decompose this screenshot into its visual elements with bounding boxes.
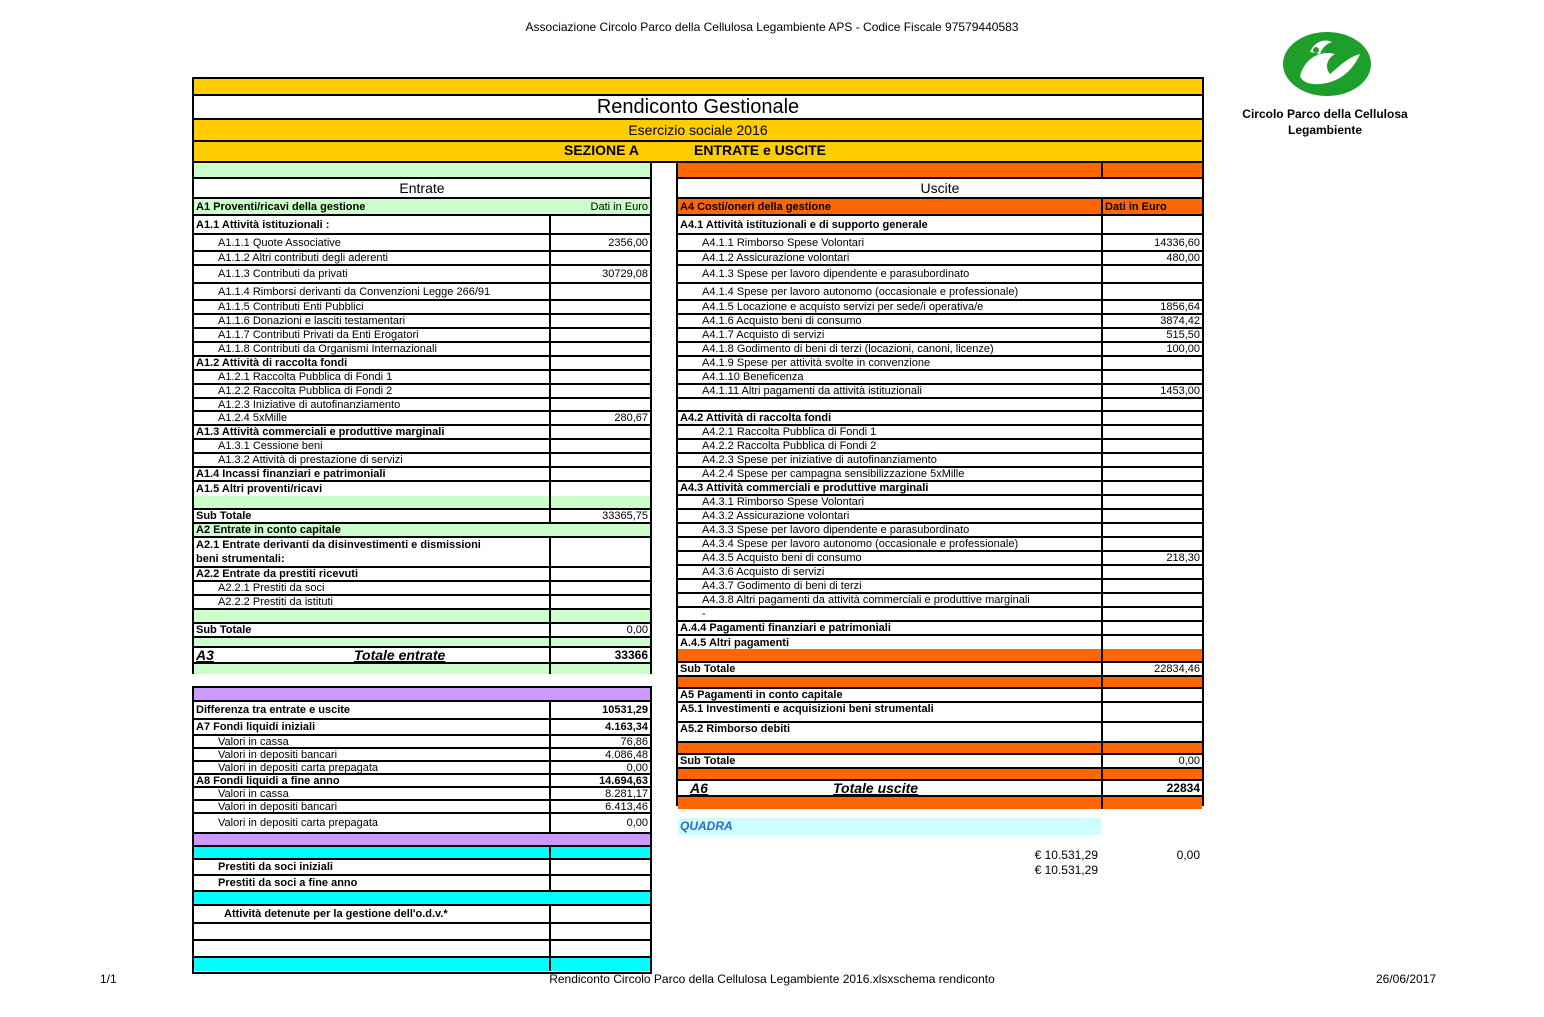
uscite-row-value	[1101, 580, 1202, 592]
entrate-row-label: A1.3.2 Attività di prestazione di servizi	[218, 454, 403, 466]
a8-carta-label: Valori in depositi carta prepagata	[218, 817, 379, 829]
uscite-row-value	[1101, 266, 1202, 282]
entrate-row-label: A1.2.3 Iniziative di autofinanziamento	[218, 399, 401, 410]
uscite-row	[678, 524, 1202, 538]
prestiti-fine-label: Prestiti da soci a fine anno	[218, 877, 358, 889]
uscite-row	[678, 566, 1202, 580]
a7-banca-value: 4.086,48	[549, 749, 650, 760]
uscite-row-value	[1101, 216, 1202, 233]
entrate-row-label: A1.1.6 Donazioni e lasciti testamentari	[218, 315, 406, 327]
logo-text	[1222, 106, 1428, 138]
uscite-row-value	[1101, 468, 1202, 480]
entrate-row	[194, 482, 650, 496]
uscite-row	[678, 468, 1202, 482]
a21-line2: beni strumentali:	[196, 553, 285, 565]
a221-label: A2.2.1 Prestiti da soci	[218, 582, 325, 594]
uscite-row-label: A4.3.6 Acquisto di servizi	[702, 566, 825, 578]
uscite-row	[678, 510, 1202, 524]
entrate-row-value: 2356,00	[549, 235, 650, 250]
uscite-spacer-row-3	[678, 743, 1202, 755]
uscite-row	[678, 538, 1202, 552]
uscite-row-label: A4.1.3 Spese per lavoro dipendente e parasubordinato	[702, 268, 970, 280]
uscite-row-value	[1101, 357, 1202, 369]
a8-banca-row	[194, 801, 650, 814]
a8-label: A8 Fondi liquidi a fine anno	[196, 775, 340, 786]
document-header: Associazione Circolo Parco della Cellulosa Legambiente APS - Codice Fiscale 97579440583	[525, 20, 1019, 34]
entrate-row-value	[549, 343, 650, 355]
a7-carta-value: 0,00	[549, 762, 650, 773]
entrate-row	[194, 468, 650, 482]
uscite-row-label: A4.3.2 Assicurazione volontari	[702, 510, 850, 522]
fondi-empty-row-2	[194, 941, 650, 958]
uscite-row	[678, 385, 1202, 399]
entrate-row-value	[549, 301, 650, 313]
a5-header-row	[678, 689, 1202, 703]
a7-value: 4.163,34	[549, 720, 650, 734]
a7-cassa-row	[194, 736, 650, 749]
entrate-bottom-band	[194, 664, 650, 674]
uscite-row-value	[1101, 622, 1202, 634]
a6-code: A6	[690, 781, 708, 795]
entrate-row-value	[549, 329, 650, 341]
uscite-row-value	[1101, 454, 1202, 466]
a7-label: A7 Fondi liquidi iniziali	[196, 721, 316, 733]
logo-line2: Legambiente	[1287, 123, 1362, 137]
uscite-row-label: A4.3 Attività commerciali e produttive marginali	[680, 482, 929, 494]
uscite-heading: Uscite	[678, 179, 1202, 199]
uscite-row	[678, 594, 1202, 608]
a222-label: A2.2.2 Prestiti da istituti	[218, 596, 333, 608]
uscite-spacer-row-4	[678, 769, 1202, 781]
quadra-value-2: 0,00	[1176, 848, 1200, 862]
fondi-cyan-band	[194, 847, 650, 860]
uscite-row-value	[1101, 399, 1202, 410]
uscite-row	[678, 235, 1202, 252]
entrate-row	[194, 440, 650, 454]
quadra-value-1: € 10.531,29	[1034, 848, 1098, 862]
uscite-row-label: A4.1.9 Spese per attività svolte in convenzione	[702, 357, 931, 369]
a7-cassa-label: Valori in cassa	[218, 736, 289, 747]
entrate-top-band	[194, 163, 650, 179]
a7-cassa-value: 76,86	[549, 736, 650, 747]
entrate-row	[194, 454, 650, 468]
uscite-row	[678, 284, 1202, 301]
entrate-row-value	[549, 482, 650, 496]
uscite-row-value	[1101, 594, 1202, 606]
uscite-row-value	[1101, 566, 1202, 578]
a1-header-row	[194, 199, 650, 216]
uscite-table	[676, 161, 1204, 806]
uscite-row-label: A4.2.1 Raccolta Pubblica di Fondi 1	[702, 426, 877, 438]
uscite-row-label: -	[702, 608, 706, 620]
entrate-row-value: 280,67	[549, 412, 650, 424]
uscite-row-value: 218,30	[1101, 552, 1202, 564]
entrate-row-value	[549, 399, 650, 410]
uscite-row	[678, 329, 1202, 343]
entrate-row-label: A1.2.4 5xMille	[218, 412, 288, 424]
entrate-row	[194, 216, 650, 235]
sezione-band	[194, 142, 1202, 161]
uscite-row-label: A4.1.6 Acquisto beni di consumo	[702, 315, 862, 327]
uscite-subtotale2-label: Sub Totale	[680, 755, 736, 767]
a51-label: A5.1 Investimenti e acquisizioni beni strumentali	[680, 703, 934, 715]
entrate-row-label: A1.3.1 Cessione beni	[218, 440, 323, 452]
uscite-row	[678, 496, 1202, 510]
uscite-row	[678, 552, 1202, 566]
uscite-row	[678, 608, 1202, 622]
uscite-row-label: A4.3.5 Acquisto beni di consumo	[702, 552, 862, 564]
entrate-row-value	[549, 440, 650, 452]
a3-value: 33366	[549, 648, 650, 662]
footer-file: Rendiconto Circolo Parco della Cellulosa Legambiente 2016.xlsxschema rendiconto	[549, 972, 995, 986]
a1-title: A1 Proventi/ricavi della gestione	[196, 200, 366, 213]
uscite-row	[678, 426, 1202, 440]
entrate-spacer-row	[194, 496, 650, 510]
uscite-row	[678, 454, 1202, 468]
uscite-row	[678, 622, 1202, 636]
a7-banca-label: Valori in depositi bancari	[218, 749, 338, 760]
fondi-top-band	[194, 688, 650, 702]
a5-title: A5 Pagamenti in conto capitale	[680, 689, 843, 701]
a4-title: A4 Costi/oneri della gestione	[680, 200, 831, 213]
entrate-row	[194, 315, 650, 329]
a7-banca-row	[194, 749, 650, 762]
uscite-row	[678, 482, 1202, 496]
uscite-row-value	[1101, 496, 1202, 508]
footer-date: 26/06/2017	[1376, 972, 1437, 986]
uscite-row-label: A4.3.8 Altri pagamenti da attività commerciali e produttive marginali	[702, 594, 1030, 606]
uscite-row-label: A4.1.8 Godimento di beni di terzi (locazioni, canoni, licenze)	[702, 343, 994, 355]
sezione-label: SEZIONE A	[564, 142, 639, 158]
uscite-row-label: A4.2 Attività di raccolta fondi	[680, 412, 832, 424]
uscite-row-value	[1101, 284, 1202, 299]
uscite-row-label: A4.2.2 Raccolta Pubblica di Fondi 2	[702, 440, 877, 452]
a22-label: A2.2 Entrate da prestiti ricevuti	[196, 568, 358, 580]
a21-row	[194, 538, 650, 568]
logo-line1: Circolo Parco della Cellulosa	[1242, 107, 1408, 121]
entrate-row	[194, 343, 650, 357]
uscite-spacer-row-2	[678, 677, 1202, 689]
uscite-row-value: 14336,60	[1101, 235, 1202, 250]
uscite-row	[678, 440, 1202, 454]
entrate-row	[194, 357, 650, 371]
entrate-row-value	[549, 426, 650, 438]
uscite-row	[678, 636, 1202, 649]
uscite-row-value: 480,00	[1101, 252, 1202, 264]
top-yellow-band	[194, 79, 1202, 96]
fondi-table	[192, 686, 652, 974]
uscite-row-value: 3874,42	[1101, 315, 1202, 327]
entrate-row-label: A1.5 Altri proventi/ricavi	[196, 483, 323, 495]
entrate-row-value	[549, 385, 650, 397]
entrate-row-label: A1.1.1 Quote Associative	[218, 236, 341, 249]
a8-row	[194, 775, 650, 788]
uscite-rows	[678, 216, 1202, 649]
uscite-spacer-row	[678, 649, 1202, 663]
diff-value: 10531,29	[549, 702, 650, 718]
entrate-heading: Entrate	[194, 179, 650, 199]
a6-label: Totale uscite	[833, 781, 919, 795]
a221-row	[194, 582, 650, 596]
entrate-rows	[194, 216, 650, 496]
entrate-row	[194, 412, 650, 426]
uscite-row	[678, 580, 1202, 594]
entrate-row	[194, 235, 650, 252]
uscite-subtotale2-value: 0,00	[1101, 755, 1202, 767]
uscite-row-label: A4.2.3 Spese per iniziative di autofinanziamento	[702, 454, 937, 466]
page-title: Rendiconto Gestionale	[194, 96, 1202, 120]
a2-title: A2 Entrate in conto capitale	[196, 524, 341, 536]
uscite-row-value	[1101, 524, 1202, 536]
uscite-subtotale2-row	[678, 755, 1202, 769]
a8-cassa-row	[194, 788, 650, 801]
a7-carta-row	[194, 762, 650, 775]
uscite-row-value	[1101, 412, 1202, 424]
uscite-row-value	[1101, 510, 1202, 522]
uscite-top-band	[678, 163, 1202, 179]
entrate-row-label: A1.1.4 Rimborsi derivanti da Convenzioni Legge 266/91	[218, 285, 491, 298]
uscite-row-label: A4.1.2 Assicurazione volontari	[702, 252, 850, 264]
entrate-row-value	[549, 216, 650, 233]
uscite-row-value	[1101, 608, 1202, 620]
a8-carta-value: 0,00	[549, 814, 650, 832]
entrate-row-label: A1.3 Attività commerciali e produttive marginali	[196, 426, 445, 438]
a52-label: A5.2 Rimborso debiti	[680, 723, 791, 735]
uscite-subtotale-row	[678, 663, 1202, 677]
entrate-row-label: A1.1.3 Contributi da privati	[218, 268, 348, 280]
uscite-row-label: A4.1.4 Spese per lavoro autonomo (occasionale e professionale)	[702, 285, 1019, 298]
uscite-subtotale-label: Sub Totale	[680, 663, 736, 675]
uscite-row-value: 1856,64	[1101, 301, 1202, 313]
uscite-row-value	[1101, 538, 1202, 550]
uscite-row-value	[1101, 440, 1202, 452]
entrate-subtotale-value: 33365,75	[549, 510, 650, 522]
a4-dati-label: Dati in Euro	[1101, 199, 1202, 214]
entrate-subtotale-row	[194, 510, 650, 524]
diff-row	[194, 702, 650, 720]
a3-code: A3	[196, 648, 214, 662]
a4-header-row	[678, 199, 1202, 216]
entrate-table	[192, 161, 652, 674]
uscite-row	[678, 412, 1202, 426]
prestiti-iniziali-row	[194, 860, 650, 876]
entrate-row-label: A1.1.5 Contributi Enti Pubblici	[218, 301, 364, 313]
entrate-row-label: A1.1.8 Contributi da Organismi Internazionali	[218, 343, 437, 355]
entrate-row-label: A1.1.7 Contributi Privati da Enti Erogatori	[218, 329, 419, 341]
entrate-row-label: A1.4 Incassi finanziari e patrimoniali	[196, 468, 386, 480]
uscite-row	[678, 216, 1202, 235]
uscite-row-label: A4.2.4 Spese per campagna sensibilizzazione 5xMille	[702, 468, 965, 480]
uscite-row-label: A4.1.5 Locazione e acquisto servizi per sede/i operativa/e	[702, 301, 984, 313]
a222-row	[194, 596, 650, 610]
uscite-row	[678, 315, 1202, 329]
sezione-titolo: ENTRATE e USCITE	[694, 142, 826, 158]
uscite-row-label: A4.3.7 Godimento di beni di terzi	[702, 580, 862, 592]
diff-label: Differenza tra entrate e uscite	[196, 704, 351, 716]
uscite-row	[678, 252, 1202, 266]
entrate-row	[194, 301, 650, 315]
a52-row	[678, 723, 1202, 743]
title-frame	[192, 77, 1204, 163]
uscite-row-value	[1101, 371, 1202, 383]
quadra-value-3: € 10.531,29	[1034, 863, 1098, 877]
a8-cassa-label: Valori in cassa	[218, 788, 289, 799]
a1-dati-label: Dati in Euro	[590, 200, 648, 213]
a8-banca-label: Valori in depositi bancari	[218, 801, 338, 812]
uscite-row-label: A.4.4 Pagamenti finanziari e patrimoniali	[680, 622, 891, 634]
uscite-row-label: A4.1 Attività istituzionali e di supporto generale	[680, 218, 928, 231]
uscite-row-label: A4.3.1 Rimborso Spese Volontari	[702, 496, 865, 508]
entrate-row	[194, 266, 650, 284]
entrate-row	[194, 284, 650, 301]
entrate-row	[194, 371, 650, 385]
entrate-row-value	[549, 252, 650, 264]
entrate-row-value	[549, 468, 650, 480]
entrate-row-label: A1.2.2 Raccolta Pubblica di Fondi 2	[218, 385, 393, 397]
a7-row	[194, 720, 650, 736]
uscite-row	[678, 357, 1202, 371]
a3-row	[194, 648, 650, 664]
a8-carta-row	[194, 814, 650, 834]
fondi-cyan-band-2	[194, 892, 650, 906]
entrate-row-value: 30729,08	[549, 266, 650, 282]
uscite-row	[678, 399, 1202, 412]
entrate-row-value	[549, 371, 650, 383]
uscite-row-label: A.4.5 Altri pagamenti	[680, 636, 790, 649]
uscite-row-label: A4.1.10 Beneficenza	[702, 371, 804, 383]
uscite-row-value: 100,00	[1101, 343, 1202, 355]
entrate-spacer-row-2	[194, 610, 650, 624]
uscite-row-label: A4.3.4 Spese per lavoro autonomo (occasionale e professionale)	[702, 538, 1019, 550]
a3-label: Totale entrate	[354, 648, 446, 662]
a21-line1: A2.1 Entrate derivanti da disinvestimenti e dismissioni	[196, 539, 481, 551]
uscite-row-label: A4.1.7 Acquisto di servizi	[702, 329, 825, 341]
uscite-row-value	[1101, 426, 1202, 438]
a8-banca-value: 6.413,46	[549, 801, 650, 812]
uscite-row-label: A4.1.1 Rimborso Spese Volontari	[702, 236, 865, 249]
entrate-spacer-row-3	[194, 638, 650, 648]
uscite-row-value: 515,50	[1101, 329, 1202, 341]
uscite-row	[678, 343, 1202, 357]
uscite-row	[678, 301, 1202, 315]
attivita-row	[194, 906, 650, 924]
a22-row	[194, 568, 650, 582]
entrate-row	[194, 329, 650, 343]
entrate-subtotale-label: Sub Totale	[196, 510, 252, 522]
uscite-row-label: A4.3.3 Spese per lavoro dipendente e parasubordinato	[702, 524, 970, 536]
entrate-row-value	[549, 284, 650, 299]
a2-header-row	[194, 524, 650, 538]
uscite-row-label: A4.1.11 Altri pagamenti da attività istituzionali	[702, 385, 922, 397]
entrate-row-label: A1.2.1 Raccolta Pubblica di Fondi 1	[218, 371, 393, 383]
legambiente-logo-icon	[1280, 28, 1375, 98]
prestiti-fine-row	[194, 876, 650, 892]
attivita-label: Attività detenute per la gestione dell'o.d.v.*	[224, 908, 448, 920]
entrate-row	[194, 426, 650, 440]
entrate-row-value	[549, 454, 650, 466]
entrate-row-label: A1.1 Attività istituzionali :	[196, 218, 330, 231]
uscite-subtotale-value: 22834,46	[1101, 663, 1202, 675]
uscite-row-label	[678, 399, 1101, 410]
uscite-row-value	[1101, 482, 1202, 494]
a51-row	[678, 703, 1202, 723]
prestiti-iniziali-label: Prestiti da soci iniziali	[218, 861, 333, 873]
esercizio-label: Esercizio sociale 2016	[194, 120, 1202, 142]
fondi-bottom-band	[194, 958, 650, 971]
entrate-subtotale2-value: 0,00	[549, 624, 650, 636]
a7-carta-label: Valori in depositi carta prepagata	[218, 762, 379, 773]
fondi-empty-row-1	[194, 924, 650, 941]
entrate-row-value	[549, 357, 650, 369]
uscite-row-value: 1453,00	[1101, 385, 1202, 397]
entrate-subtotale2-row	[194, 624, 650, 638]
uscite-bottom-band	[678, 797, 1202, 809]
entrate-row-value	[549, 315, 650, 327]
entrate-row	[194, 252, 650, 266]
entrate-row	[194, 385, 650, 399]
footer-page: 1/1	[100, 972, 117, 986]
a6-value: 22834	[1101, 781, 1202, 795]
quadra-label: QUADRA	[678, 818, 1101, 835]
a6-row	[678, 781, 1202, 797]
uscite-row	[678, 266, 1202, 284]
entrate-row-label: A1.2 Attività di raccolta fondi	[196, 357, 348, 369]
a8-value: 14.694,63	[549, 775, 650, 786]
entrate-subtotale2-label: Sub Totale	[196, 624, 252, 636]
a8-cassa-value: 8.281,17	[549, 788, 650, 799]
uscite-row-value	[1101, 636, 1202, 649]
uscite-row	[678, 371, 1202, 385]
fondi-purple-band	[194, 834, 650, 847]
entrate-row-label: A1.1.2 Altri contributi degli aderenti	[218, 252, 388, 264]
entrate-row	[194, 399, 650, 412]
